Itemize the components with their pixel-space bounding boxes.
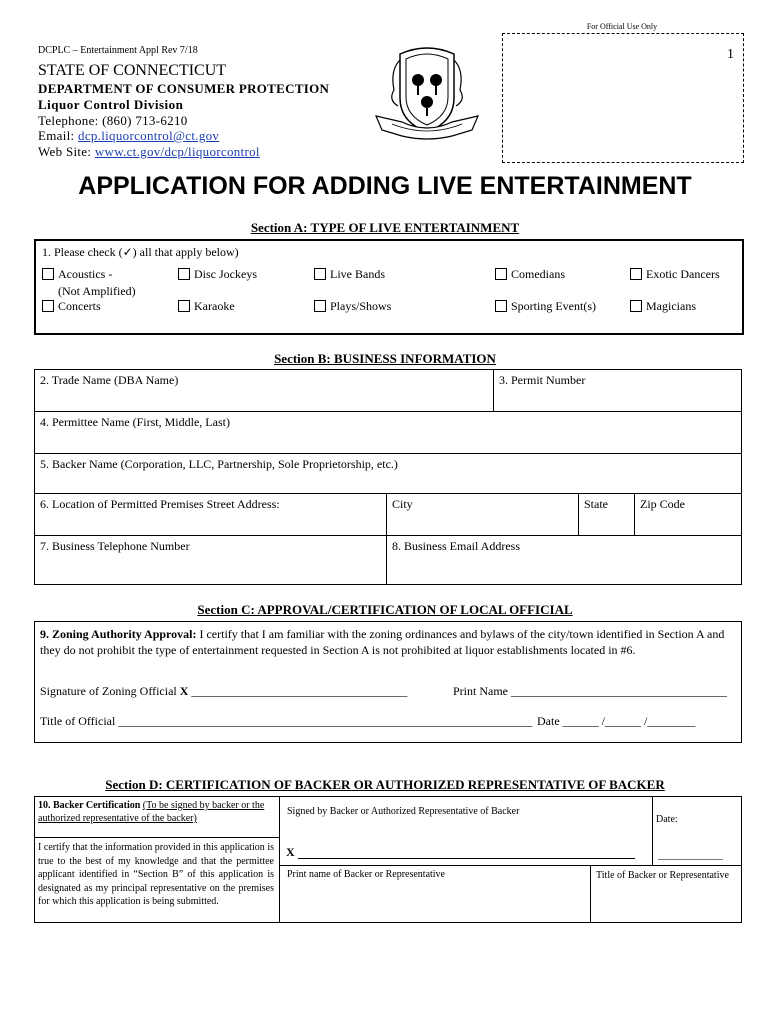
- page-title: APPLICATION FOR ADDING LIVE ENTERTAINMENT: [78, 172, 692, 200]
- checkbox[interactable]: [495, 300, 507, 312]
- option-magicians[interactable]: [630, 299, 696, 314]
- permittee-name-field[interactable]: 4. Permittee Name (First, Middle, Last): [34, 411, 742, 454]
- section-a-box: [34, 239, 744, 335]
- zip-code-field[interactable]: Zip Code: [634, 493, 742, 536]
- option-live-bands[interactable]: [314, 267, 385, 282]
- option-exotic-dancers[interactable]: [630, 267, 720, 282]
- backer-certification-label: 10. Backer Certification: [38, 800, 141, 811]
- website-label: Web Site:: [38, 144, 95, 159]
- division-name: Liquor Control Division: [38, 97, 184, 112]
- divider: [34, 837, 280, 838]
- section-a-instruction: 1. Please check (✓) all that apply below): [42, 245, 239, 259]
- option-label: Live Bands: [330, 267, 385, 281]
- checkbox[interactable]: [495, 268, 507, 280]
- signature-label: Signature of Zoning Official: [40, 684, 180, 698]
- checkbox[interactable]: [42, 268, 54, 280]
- zoning-title-line[interactable]: Title of Official _____________________________________________________________________: [40, 714, 533, 728]
- business-email-field[interactable]: 8. Business Email Address: [386, 535, 742, 585]
- divider: [279, 865, 742, 866]
- option-concerts[interactable]: [42, 299, 101, 314]
- backer-certification-title: [38, 799, 275, 825]
- email-label: Email:: [38, 128, 79, 143]
- option-label: Acoustics -: [58, 267, 113, 281]
- option-disc-jockeys[interactable]: [178, 267, 257, 282]
- zoning-approval-body: I certify that I am familiar with the zoning ordinances and bylaws of the city/town identified in Section A and they do not prohibit the type of entertainment requested in Section A is not prohibited at liquor establishments located in #6.: [40, 627, 725, 657]
- business-telephone-field[interactable]: 7. Business Telephone Number: [34, 535, 387, 585]
- website-row: [38, 144, 260, 160]
- option-label: Plays/Shows: [330, 299, 392, 313]
- divider: [590, 865, 591, 923]
- backer-signature-line[interactable]: [298, 858, 635, 859]
- signed-by-label: Signed by Backer or Authorized Representative of Backer: [287, 806, 520, 817]
- date-label: Date:: [656, 814, 678, 825]
- permit-number-field[interactable]: 3. Permit Number: [493, 369, 742, 412]
- department-name: DEPARTMENT OF CONSUMER PROTECTION: [38, 81, 330, 96]
- official-use-box: [502, 33, 744, 163]
- option-label: Concerts: [58, 299, 101, 313]
- section-c-heading: Section C: APPROVAL/CERTIFICATION OF LOCAL OFFICIAL: [197, 602, 573, 617]
- checkbox[interactable]: [630, 268, 642, 280]
- backer-title-field[interactable]: Title of Backer or Representative: [596, 870, 729, 881]
- official-use-label: For Official Use Only: [586, 22, 658, 31]
- backer-print-name-field[interactable]: Print name of Backer or Representative: [287, 869, 445, 880]
- trade-name-field[interactable]: 2. Trade Name (DBA Name): [34, 369, 494, 412]
- zoning-approval-label: 9. Zoning Authority Approval:: [40, 627, 197, 641]
- backer-certification-note: (To be signed by backer or the authorized representative of the backer): [38, 800, 265, 824]
- city-field[interactable]: City: [386, 493, 579, 536]
- section-b-heading: Section B: BUSINESS INFORMATION: [274, 351, 496, 366]
- checkbox[interactable]: [314, 300, 326, 312]
- state-field[interactable]: State: [578, 493, 635, 536]
- section-c-box: [34, 621, 742, 743]
- state-name: STATE OF CONNECTICUT: [38, 62, 227, 79]
- option-label: Exotic Dancers: [646, 267, 720, 281]
- zoning-approval-text: [40, 626, 735, 658]
- option-label: Disc Jockeys: [194, 267, 257, 281]
- street-address-field[interactable]: 6. Location of Permitted Premises Street Address:: [34, 493, 387, 536]
- signature-x: X: [179, 684, 189, 698]
- option-comedians[interactable]: [495, 267, 565, 282]
- form-code: DCPLC – Entertainment Appl Rev 7/18: [38, 45, 198, 56]
- backer-date-line[interactable]: _____________: [658, 850, 723, 861]
- option-label: Comedians: [511, 267, 565, 281]
- option-sporting-events[interactable]: [495, 299, 596, 314]
- backer-signature-x: X: [286, 845, 295, 859]
- section-a-heading: Section A: TYPE OF LIVE ENTERTAINMENT: [250, 220, 520, 235]
- checkbox[interactable]: [178, 268, 190, 280]
- checkbox[interactable]: [178, 300, 190, 312]
- email-link[interactable]: dcp.liquorcontrol@ct.gov: [78, 128, 220, 143]
- zoning-print-name-line[interactable]: Print Name ____________________________________: [453, 684, 727, 698]
- option-label: Karaoke: [194, 299, 235, 313]
- backer-name-field[interactable]: 5. Backer Name (Corporation, LLC, Partnership, Sole Proprietorship, etc.): [34, 453, 742, 494]
- section-d-heading: Section D: CERTIFICATION OF BACKER OR AUTHORIZED REPRESENTATIVE OF BACKER: [105, 777, 665, 792]
- divider: [279, 796, 280, 923]
- page-number: 1: [727, 47, 734, 62]
- checkbox[interactable]: [314, 268, 326, 280]
- telephone: Telephone: (860) 713-6210: [38, 113, 188, 128]
- checkbox[interactable]: [630, 300, 642, 312]
- connecticut-seal-icon: [372, 40, 482, 142]
- option-karaoke[interactable]: [178, 299, 235, 314]
- website-link[interactable]: www.ct.gov/dcp/liquorcontrol: [94, 144, 260, 159]
- backer-certify-text: I certify that the information provided in this application is true to the best of my knowledge and that the permittee applicant identified in “Section B” of this application is designated as my principal representative on the premises for which this application is being submitted.: [38, 842, 274, 907]
- divider: [652, 796, 653, 866]
- zoning-date-line[interactable]: Date ______ /______ /________: [537, 714, 696, 728]
- email-row: [38, 128, 219, 144]
- signature-blank: ____________________________________: [188, 684, 408, 698]
- option-acoustics[interactable]: [42, 267, 112, 282]
- option-label: Magicians: [646, 299, 696, 313]
- checkbox[interactable]: [42, 300, 54, 312]
- option-label: Sporting Event(s): [511, 299, 596, 313]
- option-plays-shows[interactable]: [314, 299, 391, 314]
- zoning-signature-line[interactable]: [40, 684, 407, 699]
- acoustics-note: (Not Amplified): [58, 284, 136, 298]
